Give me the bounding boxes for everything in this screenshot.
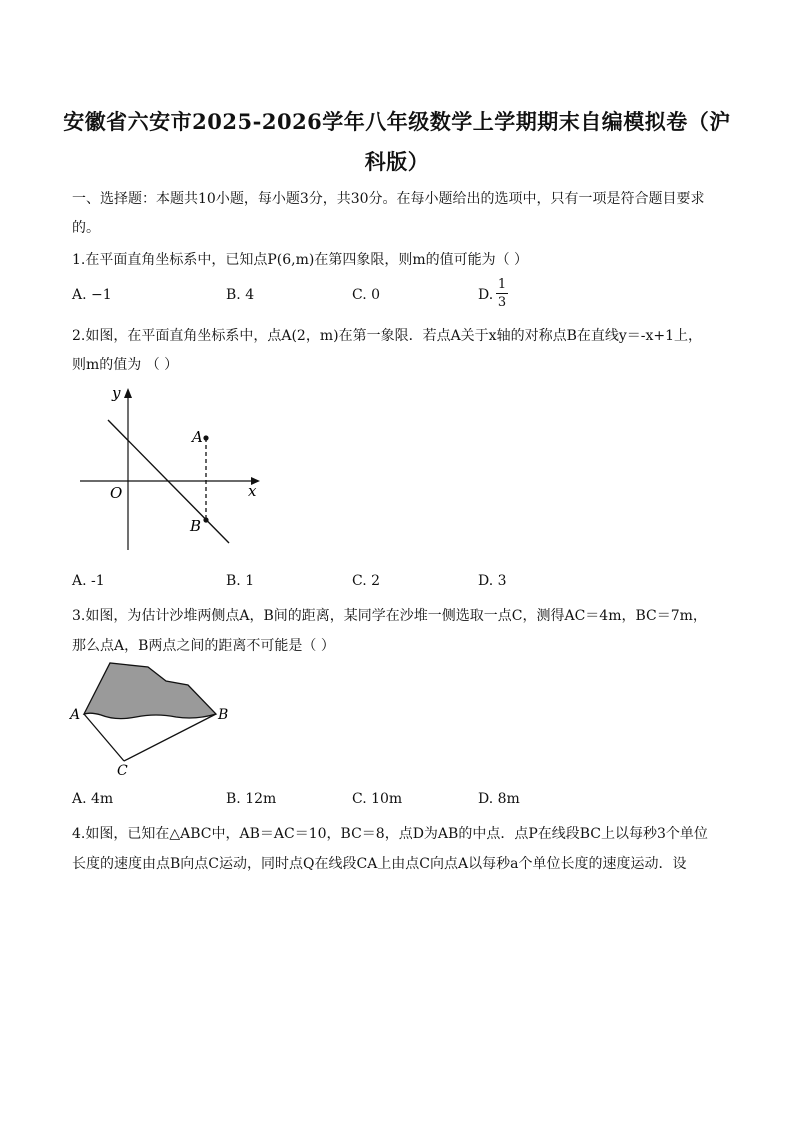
q2-option-b: B. 1 <box>226 573 255 589</box>
point-a-label: A <box>70 707 81 723</box>
q2-coordinate-figure <box>72 380 272 555</box>
q1-option-c: C. 0 <box>352 287 381 303</box>
q1-option-b: B. 4 <box>226 287 255 303</box>
point-a <box>203 435 208 440</box>
point-c-label: C <box>117 763 128 779</box>
exam-title-line1: 安徽省六安市2025-2026学年八年级数学上学期期末自编模拟卷（沪 <box>63 109 731 134</box>
q2-option-d: D. 3 <box>478 573 507 589</box>
q3-option-a: A. 4m <box>72 791 114 807</box>
segment-bc <box>124 714 216 761</box>
section1-instructions-line1: 一、选择题：本题共10小题，每小题3分，共30分。在每小题给出的选项中，只有一项是符合题目要求 <box>72 191 705 207</box>
point-b-label: B <box>190 517 202 535</box>
q1-option-d: D. <box>478 287 494 303</box>
q3-sandpile-figure <box>66 655 246 780</box>
question-4-line2: 长度的速度由点B向点C运动，同时点Q在线段CA上由点C向点A以每秒a个单位长度的速度运动．设 <box>72 856 687 872</box>
question-3-line2: 那么点A，B两点之间的距离不可能是（ ） <box>72 638 335 654</box>
x-axis-label: x <box>248 482 257 500</box>
sand-pile-shape <box>84 663 216 719</box>
question-2-line2: 则m的值为 （ ） <box>72 357 179 373</box>
q1-option-d-fraction <box>496 277 508 310</box>
question-1-text: 1.在平面直角坐标系中，已知点P(6,m)在第四象限，则m的值可能为（ ） <box>72 252 529 268</box>
q2-option-c: C. 2 <box>352 573 381 589</box>
point-b <box>203 517 208 522</box>
fraction-bar <box>496 293 508 294</box>
question-4-line1: 4.如图，已知在△ABC中，AB＝AC＝10，BC＝8，点D为AB的中点．点P在线段BC上以每秒3个单位 <box>72 826 708 842</box>
point-b-label: B <box>218 707 229 723</box>
q3-option-b: B. 12m <box>226 791 277 807</box>
q1-d-denominator: 3 <box>497 295 507 310</box>
point-a-label: A <box>192 428 203 446</box>
segment-ac <box>84 714 124 761</box>
q3-option-d: D. 8m <box>478 791 520 807</box>
question-3-line1: 3.如图，为估计沙堆两侧点A，B间的距离，某同学在沙堆一侧选取一点C，测得AC＝4m，BC＝7m， <box>72 608 707 624</box>
q3-option-c: C. 10m <box>352 791 403 807</box>
y-axis-arrow <box>124 388 132 398</box>
question-2-line1: 2.如图，在平面直角坐标系中，点A(2，m)在第一象限．若点A关于x轴的对称点B在直线y＝-x+1上， <box>72 328 703 344</box>
section1-instructions-line2: 的。 <box>72 220 100 236</box>
y-axis-label: y <box>112 384 121 402</box>
q1-option-a: A. −1 <box>72 287 112 303</box>
origin-label: O <box>110 484 123 502</box>
q1-d-numerator: 1 <box>497 277 507 292</box>
q2-option-a: A. -1 <box>72 573 105 589</box>
exam-title-line2: 科版） <box>364 149 430 174</box>
